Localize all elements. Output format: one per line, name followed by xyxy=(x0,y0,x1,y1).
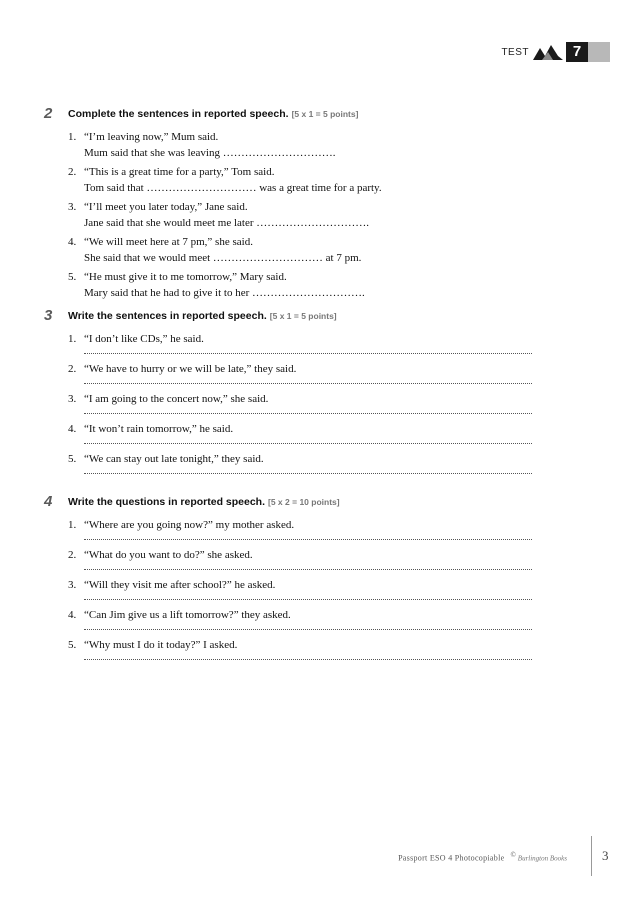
exercise-item xyxy=(68,331,638,354)
answer-line[interactable] xyxy=(84,443,532,444)
item-prompt: “Will they visit me after school?” he asked. xyxy=(84,579,276,591)
exercise-heading xyxy=(0,493,638,511)
item-prompt: “I don’t like CDs,” he said. xyxy=(84,333,204,345)
mountains-logo-icon xyxy=(533,44,563,60)
item-prompt: “We can stay out late tonight,” they said. xyxy=(84,453,264,465)
item-prompt: “This is a great time for a party,” Tom said. xyxy=(84,166,275,178)
exercise-item xyxy=(68,234,638,266)
item-number: 3. xyxy=(68,579,77,591)
footer-publisher: Burlington Books xyxy=(517,854,567,863)
item-number: 1. xyxy=(68,131,77,143)
exercise-item xyxy=(68,361,638,384)
exercise-instruction: Write the sentences in reported speech. xyxy=(68,310,267,322)
test-header xyxy=(501,40,610,64)
exercise-number: 2 xyxy=(44,105,53,122)
answer-line[interactable] xyxy=(84,599,532,600)
answer-line[interactable] xyxy=(84,383,532,384)
exercise-item xyxy=(68,129,638,161)
item-number: 4. xyxy=(68,236,77,248)
exercise-heading xyxy=(0,307,638,325)
item-prompt: “We will meet here at 7 pm,” she said. xyxy=(84,236,253,248)
exercise-points: [5 x 1 = 5 points] xyxy=(269,311,337,321)
exercise-4 xyxy=(0,493,638,667)
item-number: 4. xyxy=(68,423,77,435)
exercise-title xyxy=(68,495,340,509)
item-number: 2. xyxy=(68,166,77,178)
item-prompt: “I am going to the concert now,” she said. xyxy=(84,393,269,405)
answer-line[interactable] xyxy=(84,353,532,354)
item-prompt: “We have to hurry or we will be late,” they said. xyxy=(84,363,297,375)
exercise-2 xyxy=(0,105,638,304)
exercise-items xyxy=(0,129,638,301)
answer-line[interactable] xyxy=(84,629,532,630)
exercise-title xyxy=(68,107,358,121)
answer-line[interactable] xyxy=(84,659,532,660)
item-prompt: “Can Jim give us a lift tomorrow?” they asked. xyxy=(84,609,291,621)
answer-line[interactable] xyxy=(84,569,532,570)
exercise-item xyxy=(68,421,638,444)
test-number-badge xyxy=(566,42,610,62)
exercise-item xyxy=(68,517,638,540)
item-number: 2. xyxy=(68,549,77,561)
item-answer-fill[interactable]: Mary said that he had to give it to her …………………………. xyxy=(84,287,365,299)
answer-line[interactable] xyxy=(84,473,532,474)
item-number: 1. xyxy=(68,519,77,531)
test-number: 7 xyxy=(566,42,588,62)
exercise-item xyxy=(68,451,638,474)
item-prompt: “It won’t rain tomorrow,” he said. xyxy=(84,423,234,435)
answer-line[interactable] xyxy=(84,539,532,540)
footer-book-title: Passport ESO 4 Photocopiable xyxy=(398,853,505,863)
exercise-number: 3 xyxy=(44,307,53,324)
exercise-heading xyxy=(0,105,638,123)
item-prompt: “I’ll meet you later today,” Jane said. xyxy=(84,201,248,213)
exercise-item xyxy=(68,577,638,600)
item-prompt: “Where are you going now?” my mother asked. xyxy=(84,519,295,531)
item-answer-fill[interactable]: Tom said that ………………………… was a great time for a party. xyxy=(84,182,382,194)
exercise-item xyxy=(68,607,638,630)
copyright-symbol: © xyxy=(510,851,516,859)
exercise-item xyxy=(68,269,638,301)
item-number: 5. xyxy=(68,639,77,651)
item-number: 5. xyxy=(68,453,77,465)
exercise-instruction: Complete the sentences in reported speech. xyxy=(68,108,289,120)
page-number: 3 xyxy=(602,848,609,863)
item-number: 3. xyxy=(68,201,77,213)
page-footer xyxy=(398,851,567,863)
test-label: TEST xyxy=(501,46,529,58)
item-answer-fill[interactable]: She said that we would meet ………………………… at 7 pm. xyxy=(84,252,362,264)
item-prompt: “Why must I do it today?” I asked. xyxy=(84,639,238,651)
exercise-number: 4 xyxy=(44,493,53,510)
exercise-3 xyxy=(0,307,638,481)
exercise-points: [5 x 1 = 5 points] xyxy=(291,109,359,119)
exercise-items xyxy=(0,331,638,474)
item-prompt: “What do you want to do?” she asked. xyxy=(84,549,253,561)
item-answer-fill[interactable]: Jane said that she would meet me later …………………………. xyxy=(84,217,370,229)
item-number: 5. xyxy=(68,271,77,283)
item-number: 4. xyxy=(68,609,77,621)
exercise-item xyxy=(68,164,638,196)
exercise-item xyxy=(68,637,638,660)
exercise-instruction: Write the questions in reported speech. xyxy=(68,496,266,508)
exercise-item xyxy=(68,391,638,414)
item-prompt: “He must give it to me tomorrow,” Mary said. xyxy=(84,271,287,283)
exercise-items xyxy=(0,517,638,660)
item-prompt: “I’m leaving now,” Mum said. xyxy=(84,131,219,143)
footer-divider xyxy=(591,836,592,876)
item-answer-fill[interactable]: Mum said that she was leaving …………………………. xyxy=(84,147,336,159)
exercise-item xyxy=(68,547,638,570)
exercise-title xyxy=(68,309,337,323)
item-number: 3. xyxy=(68,393,77,405)
item-number: 2. xyxy=(68,363,77,375)
item-number: 1. xyxy=(68,333,77,345)
exercise-points: [5 x 2 = 10 points] xyxy=(268,497,340,507)
answer-line[interactable] xyxy=(84,413,532,414)
exercise-item xyxy=(68,199,638,231)
